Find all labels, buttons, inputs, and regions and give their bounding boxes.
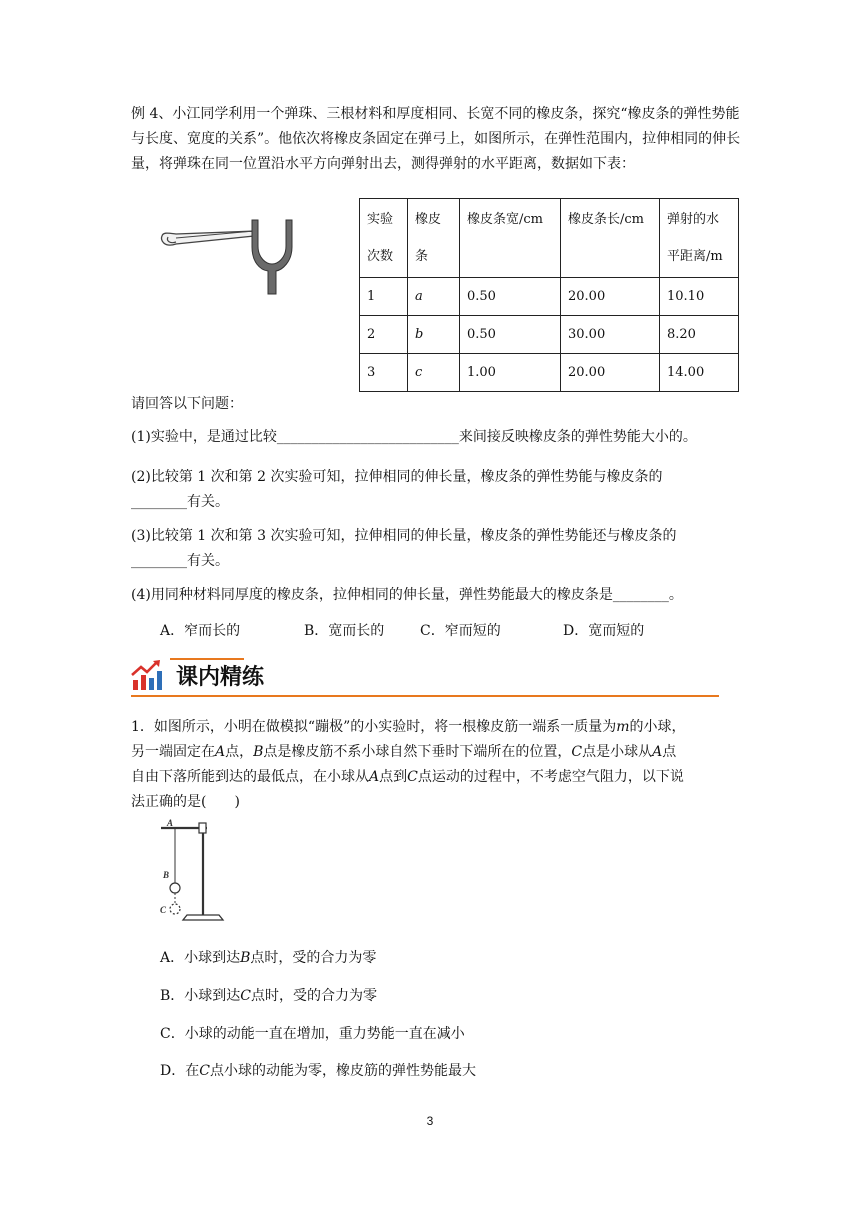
table-cell: 3 bbox=[360, 354, 408, 392]
table-cell: 10.10 bbox=[660, 278, 739, 316]
problem-1-option-a: A．小球到达B点时，受的合力为零 bbox=[160, 950, 377, 966]
table-cell: 14.00 bbox=[660, 354, 739, 392]
table-cell bbox=[408, 316, 460, 354]
table-header-cell: 橡皮条长/cm bbox=[561, 199, 660, 278]
bungee-stand-figure bbox=[157, 817, 237, 925]
var-m: m bbox=[616, 719, 630, 735]
growth-chart-icon bbox=[131, 658, 163, 692]
label-A: A bbox=[167, 818, 174, 828]
table-cell bbox=[408, 278, 460, 316]
table-cell: 1.00 bbox=[460, 354, 561, 392]
table-cell: 30.00 bbox=[561, 316, 660, 354]
table-cell-var: a bbox=[415, 289, 423, 304]
table-cell: 2 bbox=[360, 316, 408, 354]
page-number: 3 bbox=[426, 1114, 434, 1128]
section-divider bbox=[131, 695, 719, 697]
question-1: (1)实验中，是通过比较__________________________来间接反映橡皮条的弹性势能大小的。 bbox=[131, 429, 697, 445]
problem-1-line2: 另一端固定在A点，B点是橡皮筋不系小球自然下垂时下端所在的位置，C点是小球从A点 bbox=[131, 744, 677, 760]
question-3-line1: (3)比较第 1 次和第 3 次实验可知，拉伸相同的伸长量，橡皮条的弹性势能还与橡皮条的 bbox=[131, 528, 677, 544]
table-header-row bbox=[360, 199, 739, 278]
table-row bbox=[360, 354, 739, 392]
label-C: C bbox=[160, 905, 167, 915]
problem-1-line1: 1．如图所示，小明在做模拟“蹦极”的小实验时，将一根橡皮筋一端系一质量为m的小球， bbox=[131, 719, 686, 735]
problem-1-option-b: B．小球到达C点时，受的合力为零 bbox=[160, 988, 378, 1004]
slingshot-figure bbox=[158, 214, 308, 296]
table-row bbox=[360, 316, 739, 354]
question-3-line2: ________有关。 bbox=[131, 553, 229, 569]
section-title: 课内精练 bbox=[176, 665, 265, 690]
option-c: C．窄而短的 bbox=[420, 623, 501, 639]
table-header-cell: 橡皮条宽/cm bbox=[460, 199, 561, 278]
table-cell-var: c bbox=[415, 365, 423, 380]
question-4: (4)用同种材料同厚度的橡皮条，拉伸相同的伸长量，弹性势能最大的橡皮条是________。 bbox=[131, 587, 683, 603]
table-header-cell: 弹射的水平距离/m bbox=[660, 199, 739, 278]
table-cell: 0.50 bbox=[460, 316, 561, 354]
problem-1-option-d: D．在C点小球的动能为零，橡皮筋的弹性势能最大 bbox=[160, 1063, 476, 1079]
table-header-cell: 橡皮条 bbox=[408, 199, 460, 278]
problem-1-line3: 自由下落所能到达的最低点，在小球从A点到C点运动的过程中，不考虑空气阻力，以下说 bbox=[131, 769, 684, 785]
problem-1-option-c: C．小球的动能一直在增加，重力势能一直在减小 bbox=[160, 1026, 465, 1042]
problem-1-line4: 法正确的是( ) bbox=[131, 794, 240, 810]
table-row bbox=[360, 278, 739, 316]
option-a: A．窄而长的 bbox=[160, 623, 241, 639]
label-B: B bbox=[163, 870, 170, 880]
experiment-table bbox=[359, 198, 739, 392]
table-header-cell: 实验次数 bbox=[360, 199, 408, 278]
question-2-line1: (2)比较第 1 次和第 2 次实验可知，拉伸相同的伸长量，橡皮条的弹性势能与橡皮条的 bbox=[131, 469, 663, 485]
table-cell: 20.00 bbox=[561, 278, 660, 316]
question-2-line2: ________有关。 bbox=[131, 494, 229, 510]
table-cell-var: b bbox=[415, 327, 424, 342]
option-b: B．宽而长的 bbox=[304, 623, 385, 639]
option-d: D．宽而短的 bbox=[563, 623, 645, 639]
prompt-text: 请回答以下问题： bbox=[131, 396, 243, 412]
table-cell: 8.20 bbox=[660, 316, 739, 354]
table-cell: 0.50 bbox=[460, 278, 561, 316]
table-cell: 1 bbox=[360, 278, 408, 316]
table-cell: 20.00 bbox=[561, 354, 660, 392]
table-cell bbox=[408, 354, 460, 392]
example-paragraph: 例 4、小江同学利用一个弹珠、三根材料和厚度相同、长宽不同的橡皮条，探究“橡皮条的弹性势能与长度、宽度的关系”。他依次将橡皮条固定在弹弓上，如图所示，在弹性范围内，拉伸相同的伸长量，将弹珠在同一位置沿水平方向弹射出去，测得弹射的水平距离，数据如下表： bbox=[131, 106, 741, 172]
